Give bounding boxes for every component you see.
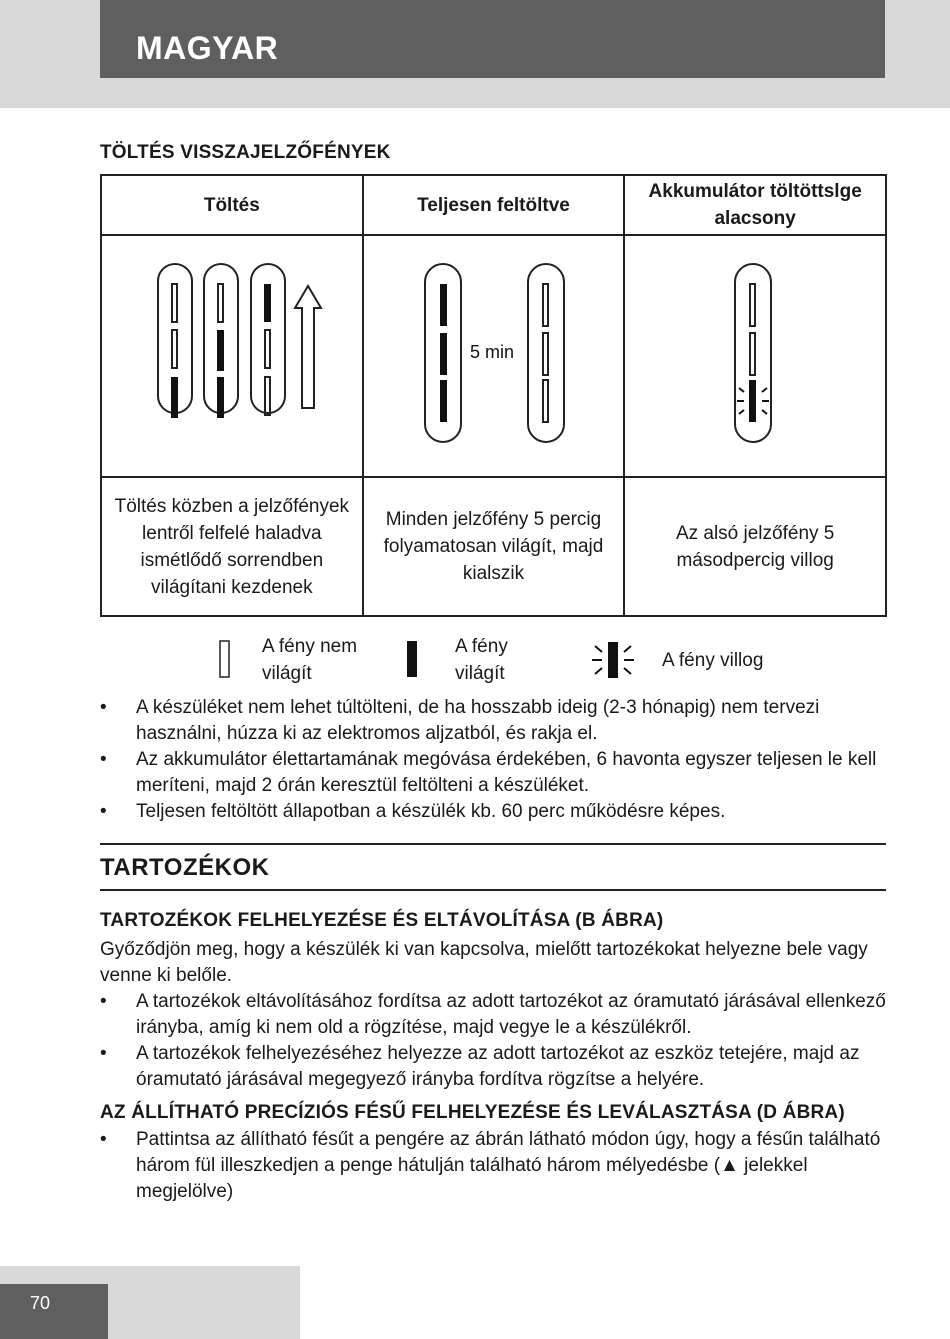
charging-description: Töltés közben a jelzőfények lentről felfelé haladva ismétlődő sorrendben világítani kezdenek [101,477,363,616]
list-item: • Az akkumulátor élettartamának megóvása érdekében, 6 havonta egyszer teljesen le kell meríteni, majd 2 órán keresztül feltölteni a készüléket. [100,747,890,799]
charging-sequence-icon [102,236,362,468]
subsection-title-attach: TARTOZÉKOK FELHELYEZÉSE ÉS ELTÁVOLÍTÁSA (B ÁBRA) [100,910,664,931]
legend-blink-label: A fény villog [662,650,764,671]
full-charge-icon [364,236,624,468]
comb-steps-list [100,1127,890,1205]
indicator-table [100,174,887,617]
comb-step-text-start: Pattintsa az állítható fésűt a pengére az ábrán látható módon úgy, hogy a fésűn található három fül illeszkedjen a penge hátulján található három mélyedésbe ( [136,1129,881,1176]
column-header-charging: Töltés [101,175,363,235]
attach-steps-list [100,989,890,1093]
legend-on-label: A fény világít [455,636,508,684]
charging-notes-list [100,695,890,825]
low-battery-icon [625,236,885,468]
light-on-icon [405,640,419,680]
page-number: 70 [30,1293,51,1313]
language-label: MAGYAR [136,30,279,66]
full-charge-illustration [363,235,625,477]
list-item: • A tartozékok felhelyezéséhez helyezze az adott tartozékot az eszköz tetejére, majd az óramutató járásával megegyező irányba fordítva rögzítse a helyére. [100,1041,890,1093]
section-title: TARTOZÉKOK [100,854,270,881]
legend-off-label: A fény nem világít [262,636,358,684]
page-number-box [0,1284,108,1339]
indicator-heading: TÖLTÉS VISSZAJELZŐFÉNYEK [100,142,391,163]
light-blink-icon [590,640,636,680]
list-item: • Teljesen feltöltött állapotban a készülék kb. 60 perc működésre képes. [100,799,890,825]
comb-step-text-end: jelekkel megjelölve) [136,1155,808,1202]
list-item: • A tartozékok eltávolításához fordítsa az adott tartozékot az óramutató járásával ellenkező irányba, amíg ki nem old a rögzítése, majd vegye le a készülékről. [100,989,890,1041]
language-banner [100,0,885,78]
time-label: 5 min [469,342,514,362]
attach-intro: Győződjön meg, hogy a készülék ki van kapcsolva, mielőtt tartozékokat helyezne bele vagy venne ki belőle. [100,939,868,986]
list-item [100,1127,890,1205]
low-battery-illustration [624,235,886,477]
list-item: • A készüléket nem lehet túltölteni, de ha hosszabb ideig (2-3 hónapig) nem tervezi használni, húzza ki az elektromos aljzatból, és rakja el. [100,695,890,747]
subsection-title-comb: AZ ÁLLÍTHATÓ PRECÍZIÓS FÉSŰ FELHELYEZÉSE ÉS LEVÁLASZTÁSA (D ÁBRA) [100,1102,845,1123]
column-header-low: Akkumulátor töltöttslge alacsony [624,175,886,235]
column-header-full: Teljesen feltöltve [363,175,625,235]
full-charge-description: Minden jelzőfény 5 percig folyamatosan világít, majd kialszik [363,477,625,616]
light-off-icon [218,640,232,680]
triangle-marker-icon: ▲ [720,1155,739,1176]
accessories-section-header [100,843,886,891]
low-battery-description: Az alsó jelzőfény 5 másodpercig villog [624,477,886,616]
charging-illustration [101,235,363,477]
